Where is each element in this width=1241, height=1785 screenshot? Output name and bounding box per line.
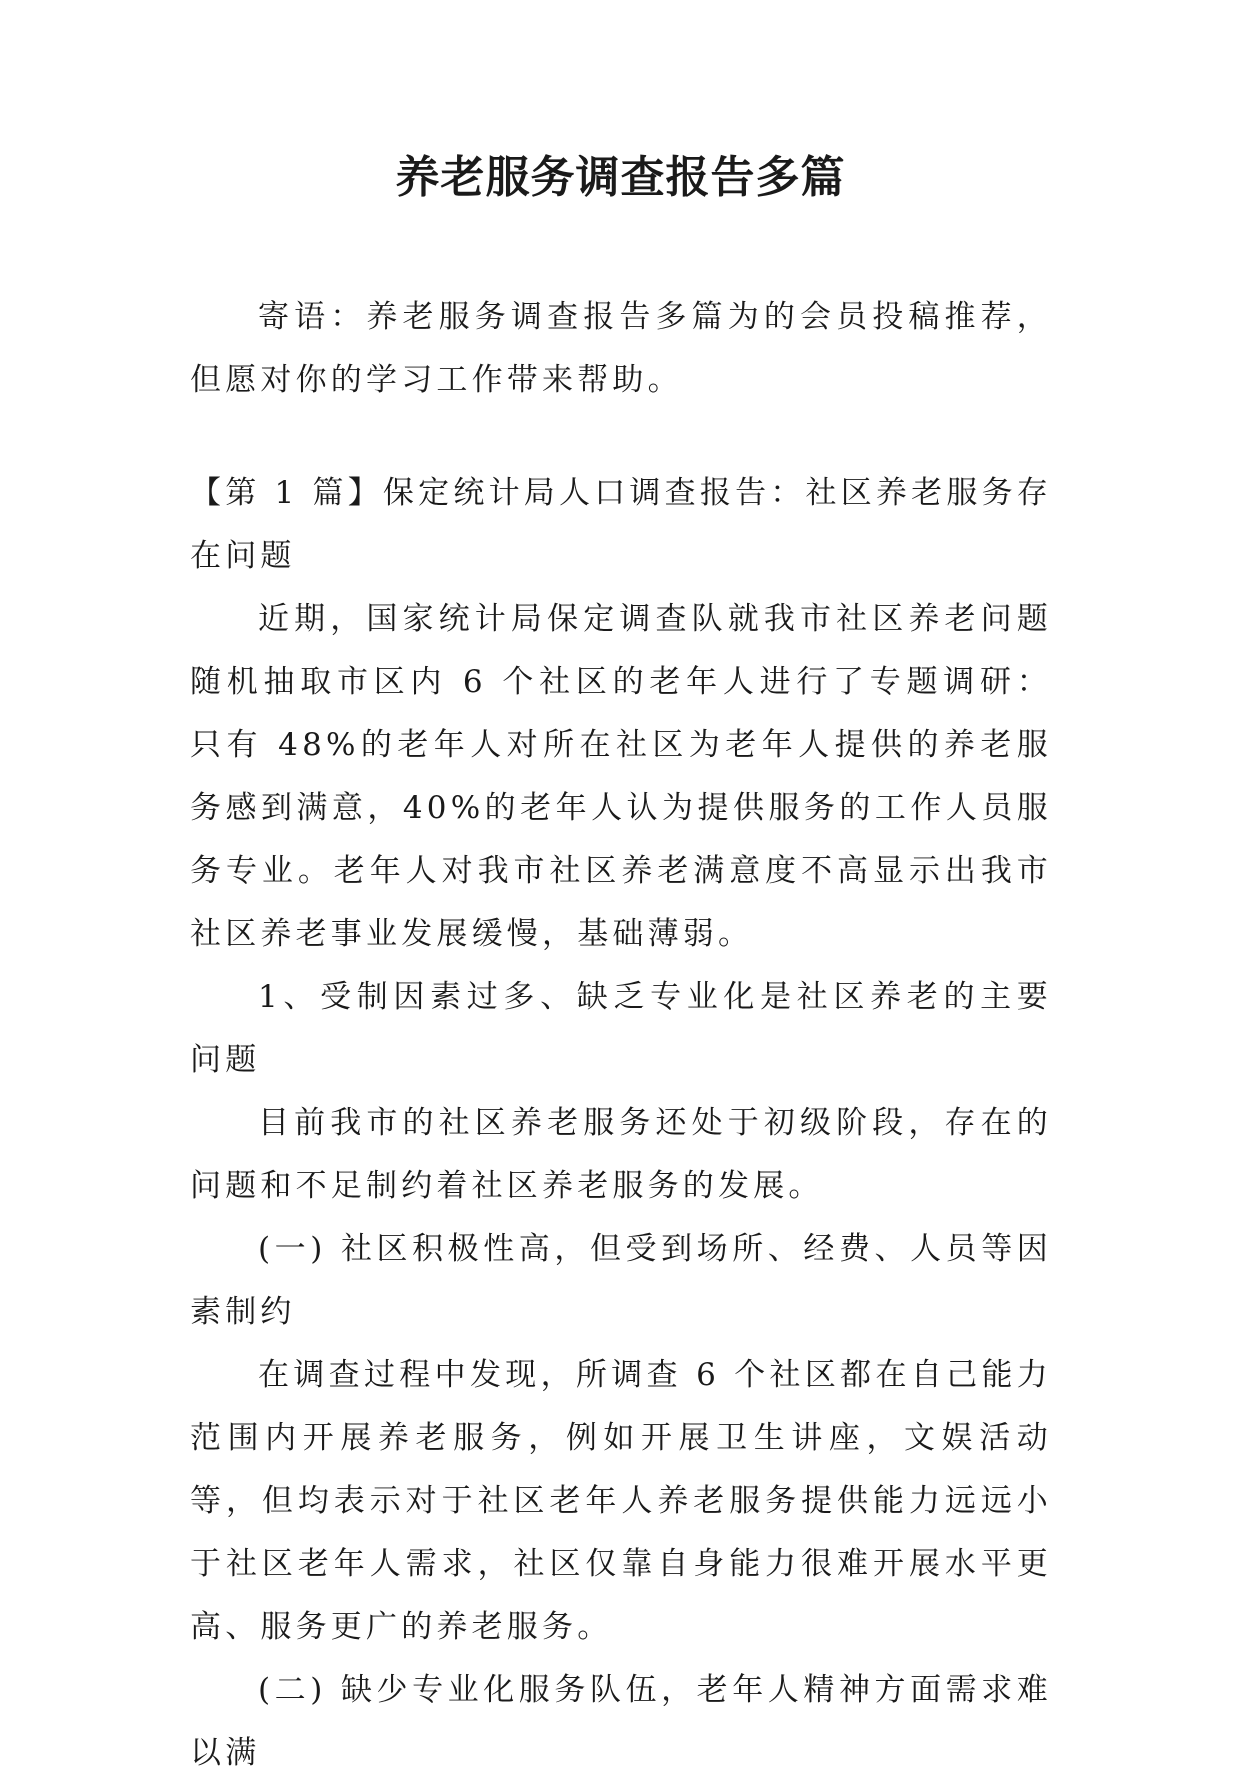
body-paragraph: 近期，国家统计局保定调查队就我市社区养老问题随机抽取市区内 6 个社区的老年人进行了专题调研： 只有 48%的老年人对所在社区为老年人提供的养老服务感到满意，40%的老年人认为提供服务的工作人员服务专业。老年人对我市社区养老满意度不高显示出我市社区养老事业发展缓慢，基础薄弱。 (190, 601, 1052, 952)
document-body (190, 286, 1052, 1785)
subheading: (二) 缺少专业化服务队伍，老年人精神方面需求难以满 (190, 1672, 1052, 1771)
subheading: 1、受制因素过多、缺乏专业化是社区养老的主要问题 (190, 979, 1052, 1078)
body-paragraph: 目前我市的社区养老服务还处于初级阶段，存在的问题和不足制约着社区养老服务的发展。 (190, 1105, 1052, 1204)
section-gap (190, 412, 1052, 462)
section-heading: 【第 1 篇】保定统计局人口调查报告：社区养老服务存在问题 (190, 475, 1052, 574)
body-paragraph: 在调查过程中发现，所调查 6 个社区都在自己能力范围内开展养老服务，例如开展卫生讲座，文娱活动等，但均表示对于社区老年人养老服务提供能力远远小于社区老年人需求，社区仅靠自身能力很难开展水平更高、服务更广的养老服务。 (190, 1357, 1052, 1645)
subheading: (一) 社区积极性高，但受到场所、经费、人员等因素制约 (190, 1231, 1052, 1330)
foreword-paragraph: 寄语：养老服务调查报告多篇为的会员投稿推荐，但愿对你的学习工作带来帮助。 (190, 299, 1052, 398)
document-title: 养老服务调查报告多篇 (395, 152, 846, 203)
